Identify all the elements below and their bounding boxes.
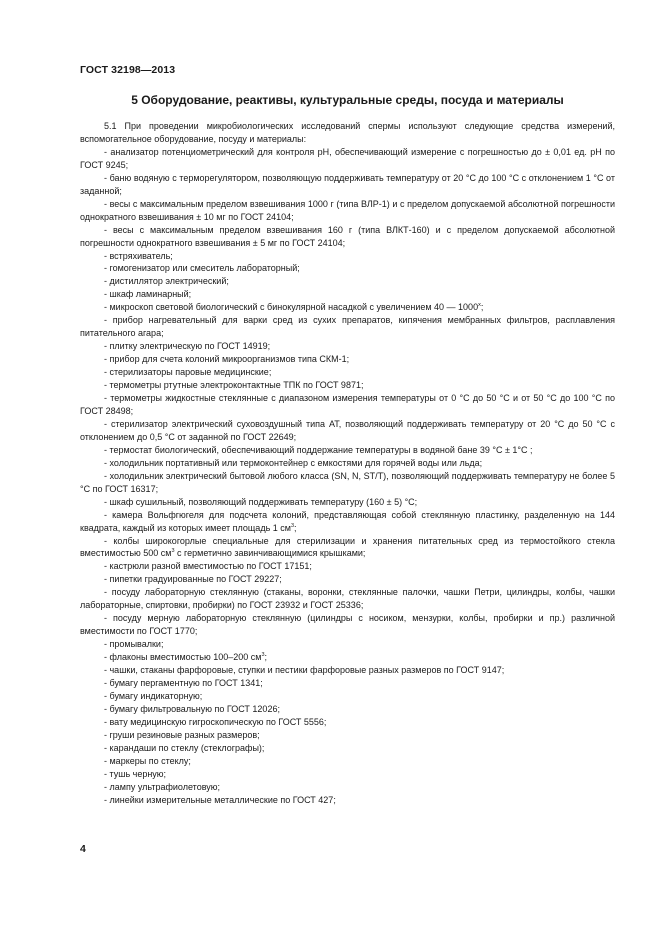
list-item: - бумагу фильтровальную по ГОСТ 12026; — [104, 703, 280, 714]
list-item: - плитку электрическую по ГОСТ 14919; — [104, 341, 271, 352]
list-item-suffix: с герметично завинчивающимися крышками; — [174, 548, 366, 559]
list-item: - посуду лабораторную стеклянную (стаканы, воронки, стеклянные палочки, чашки Петри, цилиндры, колбы, чашки лабораторные, спиртовки, пробирки) по ГОСТ 23932 и ГОСТ 25336; — [80, 587, 615, 611]
list-item: - шкаф ламинарный; — [104, 289, 192, 300]
list-item: - весы с максимальным пределом взвешивания 1000 г (типа ВЛР-1) и с пределом допускаемой абсолютной погрешности однократного взвешивания ± 10 мг по ГОСТ 24104; — [80, 198, 615, 222]
list-item-text: - колбы широкогорлые специальные для стерилизации и хранения питательных сред из термостойкого стекла вместимостью 500 см — [80, 535, 615, 559]
list-item: - встряхиватель; — [104, 250, 173, 261]
list-item: - холодильник портативный или термоконтейнер с емкостями для горячей воды или льда; — [104, 457, 483, 468]
list-item: - маркеры по стеклу; — [104, 755, 191, 766]
list-item: - дистиллятор электрический; — [104, 276, 229, 287]
list-item: - бумагу индикаторную; — [104, 690, 203, 701]
page-number: 4 — [80, 843, 86, 855]
superscript: 3 — [261, 652, 265, 659]
list-item: - гомогенизатор или смеситель лабораторный; — [104, 263, 300, 274]
punctuation: ; — [480, 302, 484, 313]
list-item: - термостат биологический, обеспечивающий поддержание температуры в водяной бане 39 °С ± 1°С ; — [104, 444, 533, 455]
list-item: - прибор нагревательный для варки сред из сухих препаратов, кипячения мембранных фильтров, расплавления питательного агара; — [80, 315, 615, 339]
list-item: - анализатор потенциометрический для контроля рН, обеспечивающий измерение с погрешностью до ± 0,01 ед. рН по ГОСТ 9245; — [80, 146, 615, 170]
superscript: 3 — [290, 522, 295, 529]
list-item: - тушь черную; — [104, 768, 167, 779]
list-item — [80, 535, 615, 561]
list-item — [80, 509, 615, 535]
list-item: - холодильник электрический бытовой любого класса (SN, N, ST/T), позволяющий поддерживать температуру не более 5 °С по ГОСТ 16317; — [80, 470, 615, 494]
list-item: - посуду мерную лабораторную стеклянную (цилиндры с носиком, мензурки, колбы, пробирки и пр.) различной вместимости по ГОСТ 1770; — [80, 613, 615, 637]
list-item — [80, 301, 615, 314]
superscript: 3 — [171, 548, 175, 555]
list-item: - лампу ультрафиолетовую; — [104, 781, 221, 792]
list-item: - термометры жидкостные стеклянные с диапазоном измерения температуры от 0 °С до 50 °С и от 50 °С до 100 °С по ГОСТ 28498; — [80, 393, 615, 416]
list-item: - пипетки градуированные по ГОСТ 29227; — [104, 574, 282, 585]
list-item: - стерилизаторы паровые медицинские; — [104, 367, 272, 378]
list-item: - шкаф сушильный, позволяющий поддерживать температуру (160 ± 5) °С; — [104, 496, 418, 507]
list-item-text: - флаконы вместимостью 100–200 см — [104, 652, 262, 663]
list-item — [80, 651, 615, 664]
paragraph-intro: 5.1 При проведении микробиологических исследований спермы используют следующие средства измерений, вспомогательное оборудование, посуду и материалы: — [80, 121, 615, 144]
list-item: - промывалки; — [104, 639, 164, 650]
list-item: - линейки измерительные металлические по ГОСТ 427; — [104, 794, 336, 805]
list-item: - груши резиновые разных размеров; — [104, 729, 260, 740]
list-item: - кастрюли разной вместимостью по ГОСТ 17151; — [104, 561, 312, 572]
document-body — [80, 120, 615, 807]
list-item: - бумагу пергаментную по ГОСТ 1341; — [104, 677, 263, 688]
punctuation: ; — [294, 522, 297, 533]
section-title: 5 Оборудование, реактивы, культуральные среды, посуда и материалы — [131, 93, 564, 107]
list-item: - весы с максимальным пределом взвешивания 160 г (типа ВЛКТ-160) и с пределом допускаемой абсолютной погрешности однократного взвешивания ± 5 мг по ГОСТ 24104; — [80, 224, 615, 248]
punctuation: ; — [264, 652, 268, 663]
list-item: - баню водяную с терморегулятором, позволяющую поддерживать температуру от 20 °С до 100 °С с отклонением 1 °С от заданной; — [80, 172, 615, 196]
list-item: - прибор для счета колоний микроорганизмов типа СКМ-1; — [104, 354, 350, 365]
list-item: - стерилизатор электрический суховоздушный типа АТ, позволяющий поддерживать температуру от 20 °С до 50 °С с отклонением до 0,5 °С от заданной по ГОСТ 22649; — [80, 418, 615, 442]
list-item-text: - камера Вольфгюгеля для подсчета колоний, представляющая собой стеклянную пластинку, разделенную на 144 квадрата, каждый из которых имеет площадь 1 см — [80, 509, 615, 533]
standard-header: ГОСТ 32198—2013 — [80, 64, 176, 76]
list-item: - чашки, стаканы фарфоровые, ступки и пестики фарфоровые разных размеров по ГОСТ 9147; — [104, 665, 505, 676]
list-item: - вату медицинскую гигроскопическую по ГОСТ 5556; — [104, 716, 327, 727]
list-item-text: - микроскоп световой биологический с бинокулярной насадкой с увеличением 40 — 1000 — [104, 302, 479, 313]
list-item: - термометры ртутные электроконтактные ТПК по ГОСТ 9871; — [104, 380, 364, 391]
superscript: х — [478, 302, 481, 309]
list-item: - карандаши по стеклу (стеклографы); — [104, 742, 265, 753]
